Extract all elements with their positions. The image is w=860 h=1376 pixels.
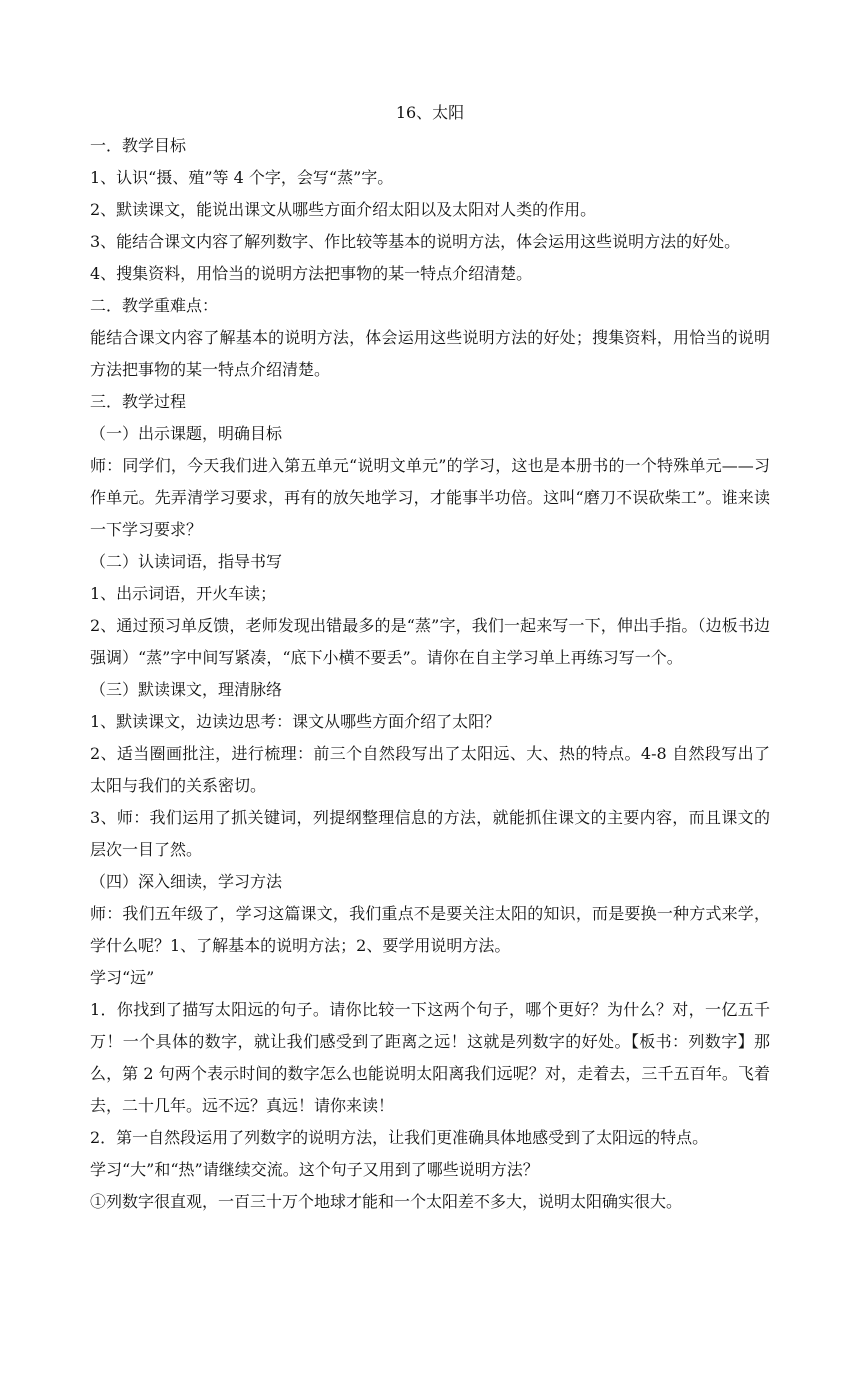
body-paragraph: 师：同学们，今天我们进入第五单元“说明文单元”的学习，这也是本册书的一个特殊单元——习作单元。先弄清学习要求，再有的放矢地学习，才能事半功倍。这叫“磨刀不误砍柴工”。谁来读一下学习要求？: [90, 456, 770, 539]
body-paragraph: 师：我们五年级了，学习这篇课文，我们重点不是要关注太阳的知识，而是要换一种方式来学，学什么呢？1、了解基本的说明方法；2、要学用说明方法。: [90, 904, 770, 955]
section-heading-key-points: 二．教学重难点：: [90, 296, 219, 315]
body-paragraph: 2、适当圈画批注，进行梳理：前三个自然段写出了太阳远、大、热的特点。4-8 自然段写出了太阳与我们的关系密切。: [90, 744, 770, 795]
body-paragraph: 2、通过预习单反馈，老师发现出错最多的是“蒸”字，我们一起来写一下，伸出手指。（边板书边强调）“蒸”字中间写紧凑，“底下小横不要丢”。请你在自主学习单上再练习写一个。: [90, 616, 770, 667]
objective-3: 3、能结合课文内容了解列数字、作比较等基本的说明方法，体会运用这些说明方法的好处。: [90, 232, 741, 251]
document-title: 16、太阳: [395, 103, 465, 122]
objective-4: 4、搜集资料，用恰当的说明方法把事物的某一特点介绍清楚。: [90, 264, 533, 283]
subsection-heading-2: （二）认读词语，指导书写: [90, 552, 283, 571]
body-paragraph: 1、默读课文，边读边思考：课文从哪些方面介绍了太阳？: [90, 712, 501, 731]
section-heading-objectives: 一．教学目标: [90, 136, 187, 155]
objective-1: 1、认识“摄、殖”等 4 个字，会写“蒸”字。: [90, 168, 394, 187]
body-paragraph: ①列数字很直观，一百三十万个地球才能和一个太阳差不多大，说明太阳确实很大。: [90, 1192, 683, 1211]
body-paragraph: 1．你找到了描写太阳远的句子。请你比较一下这两个句子，哪个更好？为什么？对，一亿五千万！一个具体的数字，就让我们感受到了距离之远！这就是列数字的好处。【板书：列数字】那么，第 2 句两个表示时间的数字怎么也能说明太阳离我们远呢？对，走着去，三千五百年。飞着去，二十几年。远不远？真远！请你来读！: [90, 1000, 770, 1115]
body-paragraph: 1、出示词语，开火车读；: [90, 584, 277, 603]
body-paragraph: 2．第一自然段运用了列数字的说明方法，让我们更准确具体地感受到了太阳远的特点。: [90, 1128, 709, 1147]
subsection-heading-1: （一）出示课题，明确目标: [90, 424, 283, 443]
body-paragraph: 3、师：我们运用了抓关键词，列提纲整理信息的方法，就能抓住课文的主要内容，而且课文的层次一目了然。: [90, 808, 770, 859]
key-points-text: 能结合课文内容了解基本的说明方法，体会运用这些说明方法的好处；搜集资料，用恰当的说明方法把事物的某一特点介绍清楚。: [90, 328, 770, 379]
body-paragraph: 学习“大”和“热”请继续交流。这个句子又用到了哪些说明方法？: [90, 1160, 539, 1179]
subsection-heading-3: （三）默读课文，理清脉络: [90, 680, 283, 699]
sub-heading-far: 学习“远”: [90, 968, 155, 987]
section-heading-process: 三．教学过程: [90, 392, 187, 411]
objective-2: 2、默读课文，能说出课文从哪些方面介绍太阳以及太阳对人类的作用。: [90, 200, 597, 219]
subsection-heading-4: （四）深入细读，学习方法: [90, 872, 283, 891]
